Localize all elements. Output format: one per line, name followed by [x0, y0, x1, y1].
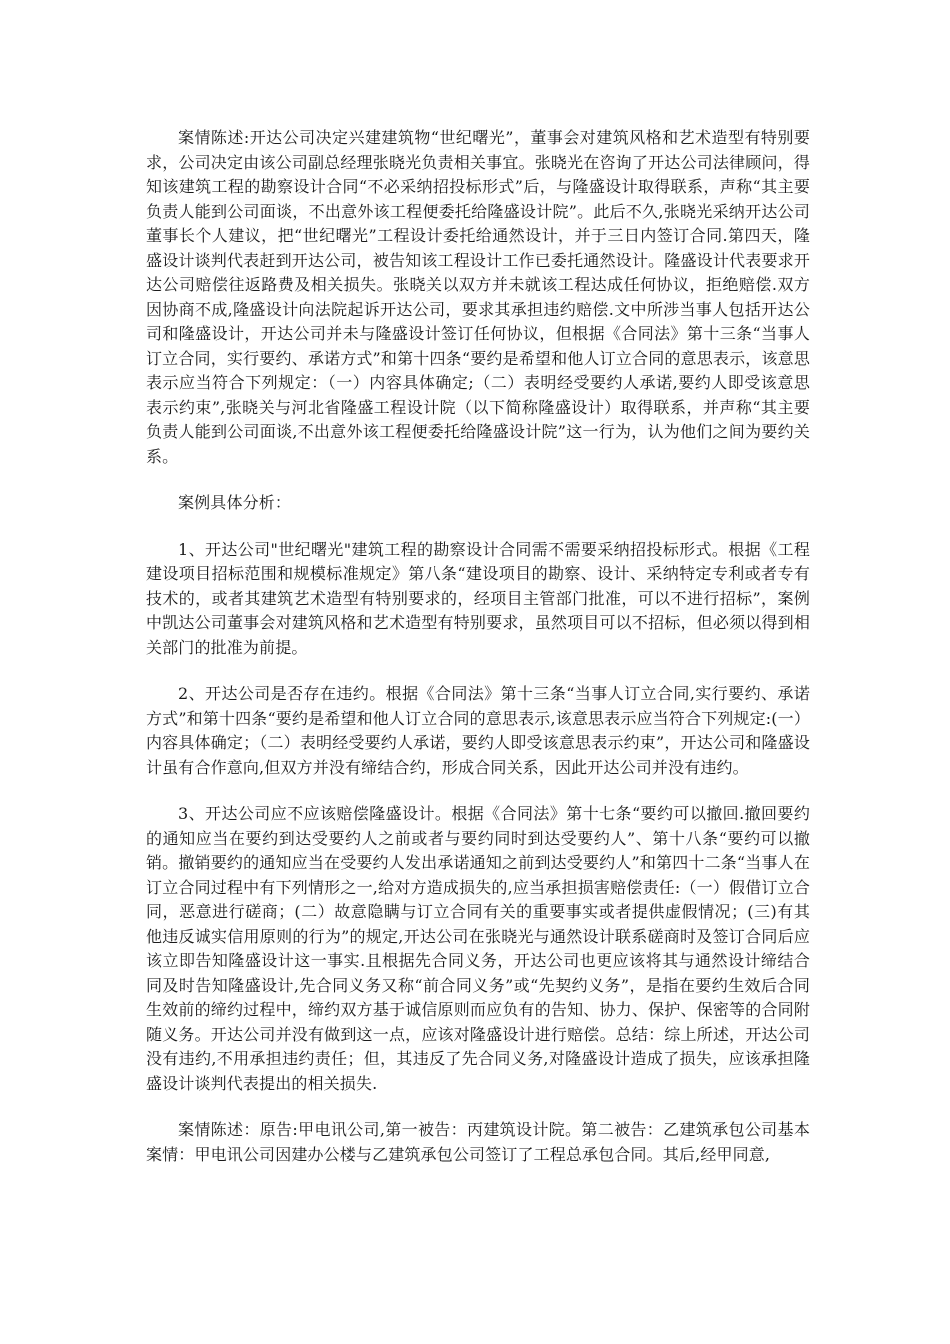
analysis-point-3-paragraph: 3、开达公司应不应该赔偿隆盛设计。根据《合同法》第十七条“要约可以撤回.撤回要约的通知应当在要约到达受要约人之前或者与要约同时到达受要约人”、第十八条“要约可以撤销。撤销要约的通知应当在受要约人发出承诺通知之前到达受要约人”和第四十二条“当事人在订立合同过程中有下列情形之一,给对方造成损失的,应当承担损害赔偿责任:（一）假借订立合同，恶意进行磋商；(二）故意隐瞒与订立合同有关的重要事实或者提供虚假情况；(三)有其他违反诚实信用原则的行为”的规定,开达公司在张晓光与通然设计联系磋商时及签订合同后应该立即告知隆盛设计这一事实.且根据先合同义务，开达公司也更应该将其与通然设计缔结合同及时告知隆盛设计,先合同义务又称“前合同义务”或“先契约义务”，是指在要约生效后合同生效前的缔约过程中，缔约双方基于诚信原则而应负有的告知、协力、保护、保密等的合同附随义务。开达公司并没有做到这一点，应该对隆盛设计进行赔偿。总结：综上所述，开达公司没有违约,不用承担违约责任；但，其违反了先合同义务,对隆盛设计造成了损失，应该承担隆盛设计谈判代表提出的相关损失.	[146, 804, 810, 1093]
analysis-point-2-paragraph: 2、开达公司是否存在违约。根据《合同法》第十三条“当事人订立合同,实行要约、承诺方式”和第十四条“要约是希望和他人订立合同的意思表示,该意思表示应当符合下列规定:(一）内容具体确定；（二）表明经受要约人承诺，要约人即受该意思表示约束”，开达公司和隆盛设计虽有合作意向,但双方并没有缔结合约，形成合同关系，因此开达公司并没有违约。	[146, 684, 810, 777]
case-1-statement-paragraph: 案情陈述:开达公司决定兴建建筑物“世纪曙光”，董事会对建筑风格和艺术造型有特别要求，公司决定由该公司副总经理张晓光负责相关事宜。张晓光在咨询了开达公司法律顾问，得知该建筑工程的勘察设计合同“不必采纳招投标形式”后，与隆盛设计取得联系，声称“其主要负责人能到公司面谈，不出意外该工程便委托给隆盛设计院”。此后不久,张晓光采纳开达公司董事长个人建议，把“世纪曙光”工程设计委托给通然设计，并于三日内签订合同.第四天，隆盛设计谈判代表赶到开达公司，被告知该工程设计工作已委托通然设计。隆盛设计代表要求开达公司赔偿往返路费及相关损失。张晓关以双方并未就该工程达成任何协议，拒绝赔偿.双方因协商不成,隆盛设计向法院起诉开达公司，要求其承担违约赔偿.文中所涉当事人包括开达公司和隆盛设计，开达公司并未与隆盛设计签订任何协议，但根据《合同法》第十三条“当事人订立合同，实行要约、承诺方式”和第十四条“要约是希望和他人订立合同的意思表示，该意思表示应当符合下列规定：（一）内容具体确定;（二）表明经受要约人承诺,要约人即受该意思表示约束”,张晓关与河北省隆盛工程设计院（以下简称隆盛设计）取得联系，并声称“其主要负责人能到公司面谈,不出意外该工程便委托给隆盛设计院”这一行为，认为他们之间为要约关系。	[146, 128, 810, 466]
case-2-statement-paragraph: 案情陈述：原告:甲电讯公司,第一被告：丙建筑设计院。第二被告：乙建筑承包公司基本案情：甲电讯公司因建办公楼与乙建筑承包公司签订了工程总承包合同。其后,经甲同意,	[146, 1120, 810, 1164]
document-page	[146, 126, 810, 1189]
analysis-heading: 案例具体分析：	[178, 493, 292, 512]
analysis-point-1-paragraph: 1、开达公司"世纪曙光"建筑工程的勘察设计合同需不需要采纳招投标形式。根据《工程建设项目招标范围和规模标准规定》第八条“建设项目的勘察、设计、采纳特定专利或者专有技术的，或者其建筑艺术造型有特别要求的，经项目主管部门批准，可以不进行招标”，案例中凯达公司董事会对建筑风格和艺术造型有特别要求，虽然项目可以不招标，但必须以得到相关部门的批准为前提。	[146, 539, 810, 657]
